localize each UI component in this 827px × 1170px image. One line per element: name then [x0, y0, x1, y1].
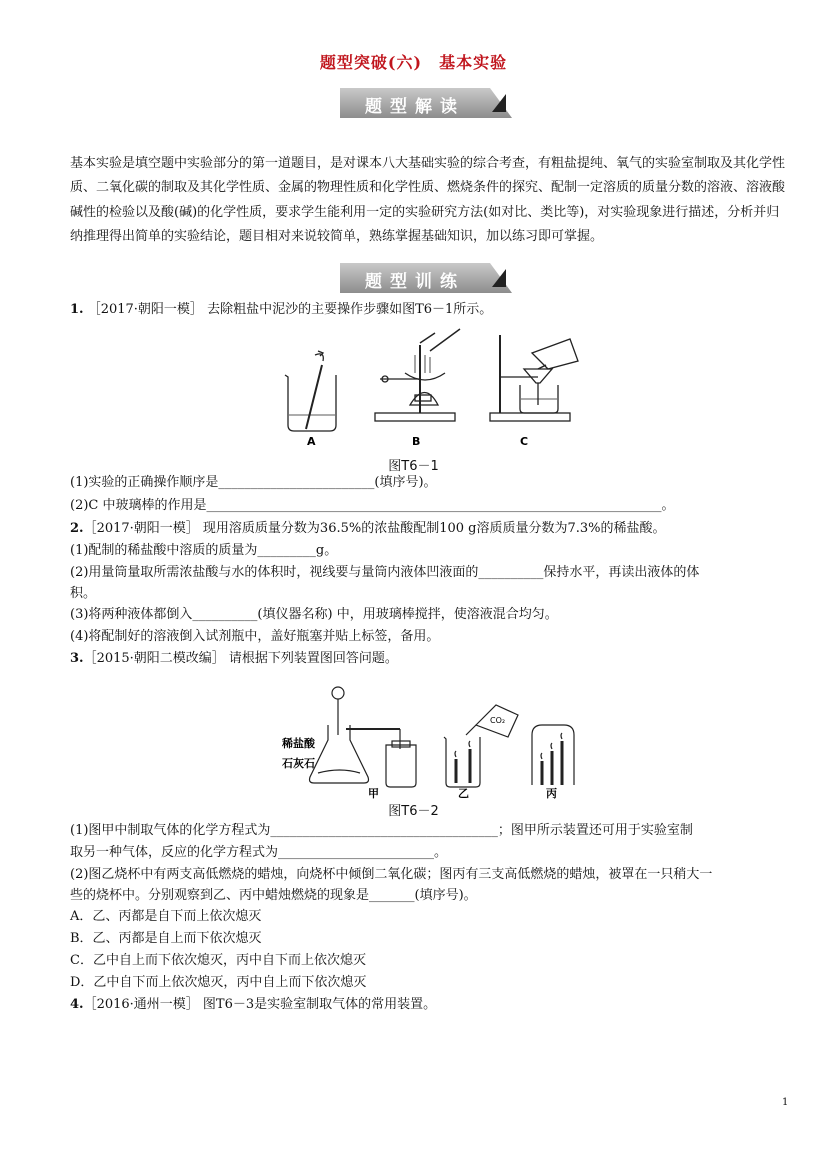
section-banner-analysis: 题型解读 — [340, 88, 512, 118]
option-c: C．乙中自上而下依次熄灭，丙中自下而上依次熄灭 — [70, 953, 366, 968]
figure-caption-t6-2: 图T6－2 — [388, 804, 439, 819]
question-3-part-2-cont: 些的烧杯中。分别观察到乙、丙中蜡烛燃烧的现象是_______(填序号)。 — [70, 888, 477, 903]
page-fold-icon — [492, 269, 506, 287]
page-fold-icon — [492, 94, 506, 112]
question-3-part-1: (1)图甲中制取气体的化学方程式为___________________________________；图甲所示装置还可用于实验室制 — [70, 823, 693, 838]
figure-t6-1 — [270, 325, 600, 450]
question-2-part-3: (3)将两种液体都倒入__________(填仪器名称) 中，用玻璃棒搅拌，使溶液混合均匀。 — [70, 607, 558, 622]
page-title: 题型突破(六) 基本实验 — [319, 53, 508, 72]
question-1-stem: 1. ［2017·朝阳一模］ 去除粗盐中泥沙的主要操作步骤如图T6－1所示。 — [70, 302, 493, 317]
question-2-part-4: (4)将配制好的溶液倒入试剂瓶中，盖好瓶塞并贴上标签，备用。 — [70, 629, 440, 644]
section-banner-practice: 题型训练 — [340, 263, 512, 293]
option-d: D．乙中自下而上依次熄灭，丙中自上而下依次熄灭 — [70, 975, 367, 990]
option-a: A．乙、丙都是自下而上依次熄灭 — [70, 909, 262, 924]
figure-caption-t6-1: 图T6－1 — [388, 459, 439, 474]
question-4-stem: 4.［2016·通州一模］ 图T6－3是实验室制取气体的常用装置。 — [70, 997, 437, 1012]
question-3-stem: 3.［2015·朝阳二模改编］ 请根据下列装置图回答问题。 — [70, 651, 398, 666]
label-limestone: 石灰石 — [282, 757, 315, 770]
page-number: 1 — [782, 1097, 789, 1108]
label-yi: 乙 — [458, 787, 469, 800]
figure-label-c: C — [520, 435, 529, 448]
label-jia: 甲 — [368, 787, 379, 800]
question-2-part-2-cont: 积。 — [70, 586, 97, 601]
question-2-stem: 2.［2017·朝阳一模］ 现用溶质质量分数为36.5%的浓盐酸配制100 g溶质质量分数为7.3%的稀盐酸。 — [70, 521, 666, 536]
option-b: B．乙、丙都是自上而下依次熄灭 — [70, 931, 262, 946]
figure-label-a: A — [307, 435, 316, 448]
question-2-part-2: (2)用量筒量取所需浓盐酸与水的体积时，视线要与量筒内液体凹液面的__________保持水平，再读出液体的体 — [70, 565, 700, 580]
question-1-part-2: (2)C 中玻璃棒的作用是______________________________________________________________________。 — [70, 498, 675, 513]
intro-paragraph: 基本实验是填空题中实验部分的第一道题目，是对课本八大基础实验的综合考查，有粗盐提纯、氧气的实验室制取及其化学性质、二氧化碳的制取及其化学性质、金属的物理性质和化学性质、燃烧条件的探究、配制一定溶质的质量分数的溶液、溶液酸碱性的检验以及酸(碱)的化学性质，要求学生能利用一定的实验研究方法(如对比、类比等)，对实验现象进行描述，分析并归纳推理得出简单的实验结论，题目相对来说较简单，熟练掌握基础知识，加以练习即可掌握。 — [70, 155, 786, 244]
question-1-part-1: (1)实验的正确操作顺序是________________________(填序号)。 — [70, 475, 437, 490]
figure-label-b: B — [412, 435, 421, 448]
figure-t6-2 — [280, 685, 590, 800]
label-co2: CO₂ — [490, 716, 506, 725]
question-3-part-1-cont: 取另一种气体，反应的化学方程式为________________________。 — [70, 845, 448, 860]
label-dilute-hcl: 稀盐酸 — [282, 737, 315, 750]
label-bing: 丙 — [546, 787, 557, 800]
question-2-part-1: (1)配制的稀盐酸中溶质的质量为_________g。 — [70, 543, 338, 558]
question-3-part-2: (2)图乙烧杯中有两支高低燃烧的蜡烛，向烧杯中倾倒二氧化碳；图丙有三支高低燃烧的蜡烛，被罩在一只稍大一 — [70, 867, 713, 882]
